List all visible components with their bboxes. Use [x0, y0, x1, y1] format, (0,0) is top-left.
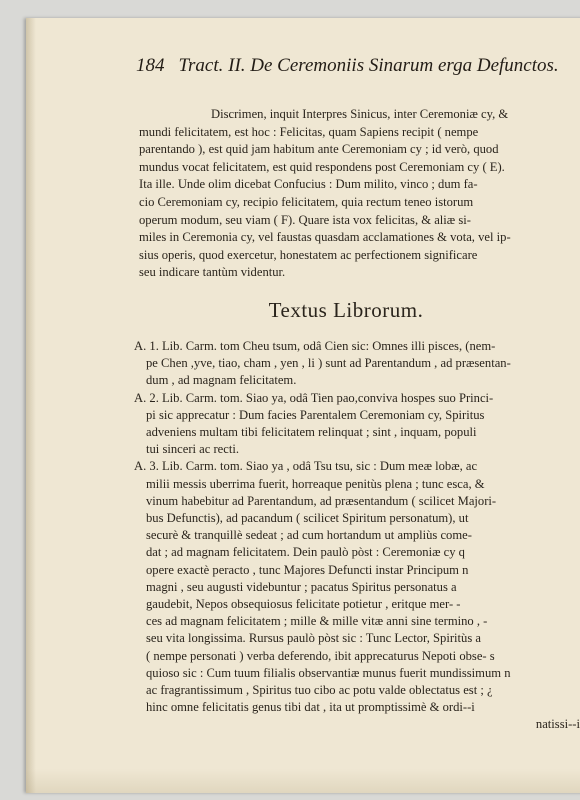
paragraph-line: operum modum, seu viam ( F). Quare ista vox felicitas, & aliæ si- [139, 212, 471, 227]
entry-a1 [134, 338, 580, 390]
entry-line: seu vita longissima. Rursus paulò pòst sic : Tunc Lector, Spiritùs a [146, 631, 481, 646]
entry-line: adveniens multam tibi felicitatem relinquat ; sint , inquam, populi [146, 425, 477, 440]
entry-line: gaudebit, Nepos obsequiosus felicitate potietur , eritque mer- - [146, 597, 461, 612]
entry-line: opere exactè peracto , tunc Majores Defuncti instar Principum n [146, 562, 469, 577]
entry-line: pe Chen ,yve, tiao, cham , yen , li ) sunt ad Parentandum , ad præsentan- [146, 356, 511, 371]
entry-line: vinum habebitur ad Parentandum, ad præsentandum ( scilicet Majori- [146, 493, 497, 508]
entry-line: milii messis uberrima fuerit, horreaque penitùs plena ; tunc esca, & [146, 476, 485, 491]
running-title: Tract. II. De Ceremoniis Sinarum erga Defunctos. [178, 55, 559, 76]
entry-line: pi sic apprecatur : Dum facies Parentalem Ceremoniam cy, Spiritus [146, 407, 485, 422]
entry-line: dat ; ad magnam felicitatem. Dein paulò pòst : Ceremoniæ cy q [146, 545, 465, 560]
entry-line: hinc omne felicitatis genus tibi dat , ita ut promptissimè & ordi--i [146, 700, 475, 715]
paragraph-line: mundus vocat felicitatem, est quid respondens post Ceremoniam cy ( E). [139, 159, 505, 174]
entry-line: magni , seu augusti videbuntur ; pacatus Spiritus personatus a [146, 579, 457, 594]
section-title: Textus Librorum. [268, 298, 424, 322]
page-bottom-shade [26, 769, 580, 793]
intro-paragraph [139, 106, 569, 282]
entry-line: ac fragrantissimum , Spiritus tuo cibo ac potu valde oblectatus est ; ¿ [146, 683, 493, 698]
entry-line: bus Defunctis), ad pacandum ( scilicet Spiritum personatum), ut [146, 511, 469, 526]
entry-line: quioso sic : Cum tuum filialis observantiæ munus fuerit mundissimum n [146, 665, 511, 680]
page-number: 184 [136, 55, 165, 76]
running-header [136, 55, 580, 77]
paragraph-line: sius operis, quod exercetur, honestatem ac perfectionem significare [139, 247, 478, 262]
book-page [26, 18, 580, 793]
text-entries [134, 338, 580, 734]
entry-line: securè & tranquillè sedeat ; ad cum hortandum ut ampliùs come- [146, 528, 472, 543]
paragraph-line: parentando ), est quid jam habitum ante Ceremoniam cy ; id verò, quod [139, 142, 499, 157]
entry-a3 [134, 458, 580, 733]
paragraph-line: seu indicare tantùm videntur. [139, 265, 286, 280]
paragraph-line: Discrimen, inquit Interpres Sinicus, inter Ceremoniæ cy, & [211, 107, 509, 121]
entry-line: natissi--i [535, 717, 580, 732]
entry-line: tui sinceri ac recti. [146, 442, 240, 457]
paragraph-line: Ita ille. Unde olim dicebat Confucius : Dum milito, vinco ; dum fa- [139, 177, 478, 192]
entry-a2 [134, 390, 580, 459]
entry-line: A. 2. Lib. Carm. tom. Siao ya, odâ Tien pao,conviva hospes suo Princi- [134, 390, 494, 405]
paragraph-line: cio Ceremoniam cy, recipio felicitatem, quia rectum teneo istorum [139, 194, 474, 209]
entry-line: ces ad magnam felicitatem ; mille & mille vitæ anni sine termino , - [146, 614, 488, 629]
paragraph-line: mundi felicitatem, est hoc : Felicitas, quam Sapiens recipit ( nempe [139, 124, 479, 139]
paragraph-line: miles in Ceremonia cy, vel faustas quasdam acclamationes & vota, vel ip- [139, 230, 511, 245]
entry-line: A. 1. Lib. Carm. tom Cheu tsum, odâ Cien sic: Omnes illi pisces, (nem- [134, 339, 496, 353]
entry-line: ( nempe personati ) verba deferendo, ibit apprecaturus Nepoti obse- s [146, 648, 495, 663]
page-gutter-shadow [26, 18, 36, 793]
entry-line: A. 3. Lib. Carm. tom. Siao ya , odâ Tsu tsu, sic : Dum meæ lobæ, ac [134, 459, 478, 474]
entry-line: dum , ad magnam felicitatem. [146, 373, 297, 388]
